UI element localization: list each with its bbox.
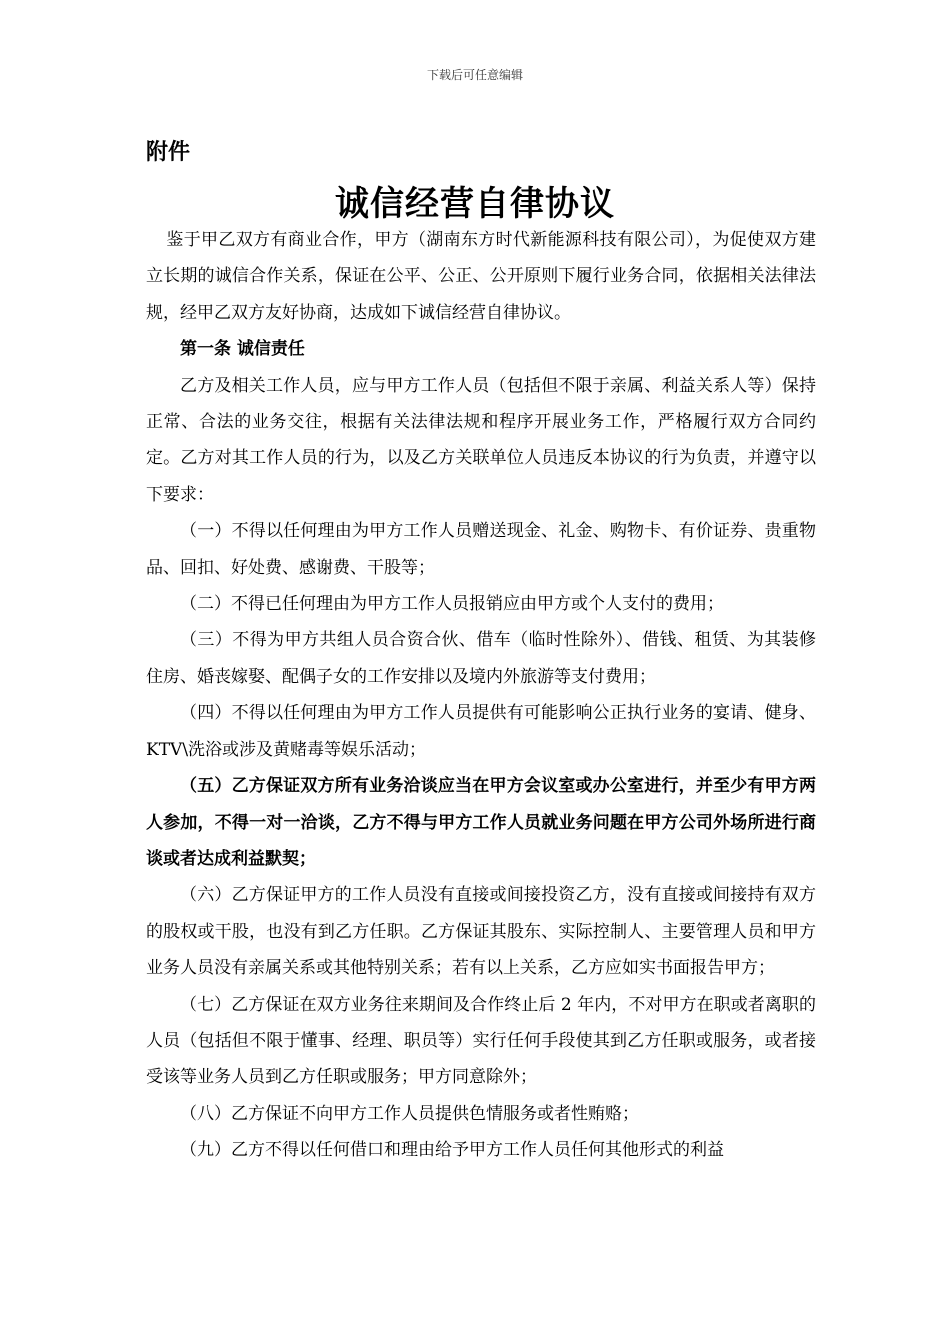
article1-heading: 第一条 诚信责任 xyxy=(180,339,305,360)
intro-paragraph: 鉴于甲乙双方有商业合作，甲方（湖南东方时代新能源科技有限公司），为促使双方建立长期的诚信合作关系，保证在公平、公正、公开原则下履行业务合同，依据相关法律法规，经甲乙双方友好协商，达成如下诚信经营自律协议。 xyxy=(146,230,816,323)
article1-body: 乙方及相关工作人员，应与甲方工作人员（包括但不限于亲属、利益关系人等）保持正常、合法的业务交往，根据有关法律法规和程序开展业务工作，严格履行双方合同约定。乙方对其工作人员的行为，以及乙方关联单位人员违反本协议的行为负责，并遵守以下要求： xyxy=(146,375,816,505)
clause-7: （七）乙方保证在双方业务往来期间及合作终止后 2 年内，不对甲方在职或者离职的人员（包括但不限于懂事、经理、职员等）实行任何手段使其到乙方任职或服务，或者接受该等业务人员到乙方任职或服务；甲方同意除外； xyxy=(146,994,816,1088)
clause-2: （二）不得已任何理由为甲方工作人员报销应由甲方或个人支付的费用； xyxy=(180,594,724,615)
document-body xyxy=(146,222,816,1169)
clause-1: （一）不得以任何理由为甲方工作人员赠送现金、礼金、购物卡、有价证券、贵重物品、回扣、好处费、感谢费、干股等； xyxy=(146,521,816,578)
attachment-label: 附件 xyxy=(146,140,191,165)
clause-6: （六）乙方保证甲方的工作人员没有直接或间接投资乙方，没有直接或间接持有双方的股权或干股，也没有到乙方任职。乙方保证其股东、实际控制人、主要管理人员和甲方业务人员没有亲属关系或其他特别关系；若有以上关系，乙方应如实书面报告甲方； xyxy=(146,885,816,979)
clause-8: （八）乙方保证不向甲方工作人员提供色情服务或者性贿赂； xyxy=(180,1103,639,1124)
document-title: 诚信经营自律协议 xyxy=(335,184,615,224)
clause-9: （九）乙方不得以任何借口和理由给予甲方工作人员任何其他形式的利益 xyxy=(180,1140,724,1161)
clause-4: （四）不得以任何理由为甲方工作人员提供有可能影响公正执行业务的宴请、健身、KTV\洗浴或涉及黄赌毒等娱乐活动； xyxy=(146,703,816,760)
clause-5-bold: （五）乙方保证双方所有业务洽谈应当在甲方会议室或办公室进行，并至少有甲方两人参加，不得一对一洽谈，乙方不得与甲方工作人员就业务问题在甲方公司外场所进行商谈或者达成利益默契； xyxy=(146,776,816,869)
page-header: 下载后可任意编辑 xyxy=(426,68,523,82)
clause-3: （三）不得为甲方共组人员合资合伙、借车（临时性除外）、借钱、租赁、为其装修住房、婚丧嫁娶、配偶子女的工作安排以及境内外旅游等支付费用； xyxy=(146,630,816,687)
